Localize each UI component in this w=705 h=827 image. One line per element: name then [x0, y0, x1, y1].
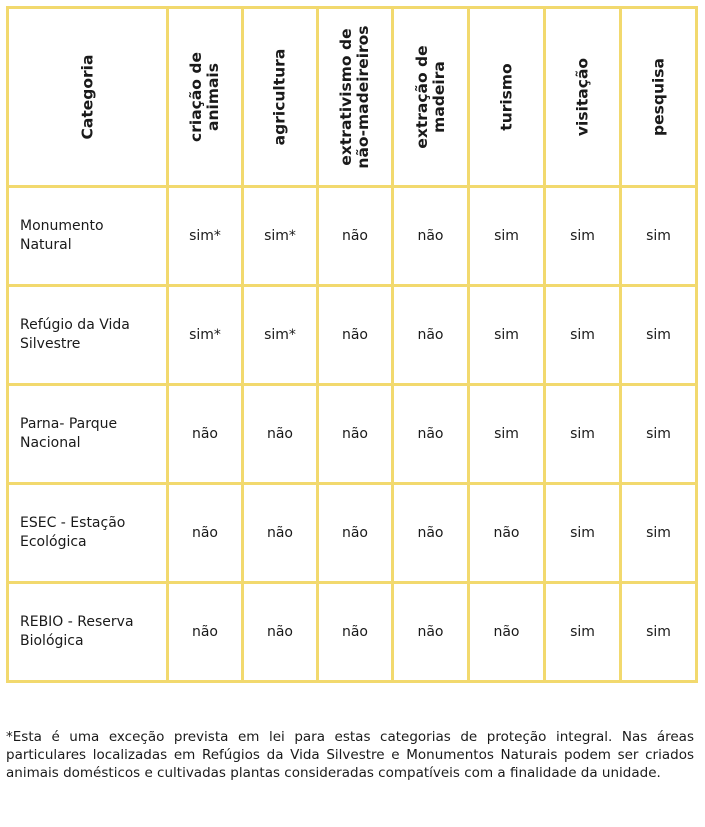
header-label: visitação [573, 57, 591, 137]
header-label: extrativismo de não-madeireiros [337, 25, 372, 169]
category-label: Monumento Natural [20, 218, 104, 253]
header-row [8, 8, 697, 187]
value-cell: sim [469, 385, 545, 484]
value-cell: sim [545, 385, 621, 484]
table-row [8, 187, 697, 286]
header-label: turismo [497, 63, 515, 131]
header-label-category: Categoria [78, 54, 96, 140]
category-cell [8, 484, 168, 583]
value-cell: sim [469, 286, 545, 385]
value-cell: não [168, 484, 243, 583]
header-label: agricultura [270, 48, 289, 146]
header-cell [393, 8, 469, 187]
header-cell [621, 8, 697, 187]
footnote: *Esta é uma exceção prevista em lei para estas categorias de proteção integral. Nas áreas particulares localizadas em Refúgios da Vida Silvestre e Monumentos Naturais podem ser criados animais domésticos e cultivadas plantas consideradas compatíveis com a finalidade da unidade. [6, 729, 694, 781]
value-cell: não [168, 583, 243, 682]
category-cell [8, 583, 168, 682]
value-cell: não [243, 583, 318, 682]
value-cell: não [318, 484, 393, 583]
value-cell: sim* [243, 286, 318, 385]
value-cell: não [168, 385, 243, 484]
category-label: Parna- Parque Nacional [20, 416, 118, 451]
value-cell: não [243, 484, 318, 583]
value-cell: sim [621, 286, 697, 385]
header-label: extração de madeira [412, 45, 448, 149]
value-cell: sim* [168, 187, 243, 286]
table-row [8, 286, 697, 385]
value-cell: sim* [168, 286, 243, 385]
header-label: criação de animais [187, 52, 222, 142]
category-label: ESEC - Estação Ecológica [20, 515, 126, 550]
category-label: Refúgio da Vida Silvestre [20, 317, 130, 352]
value-cell: sim [545, 583, 621, 682]
value-cell: não [393, 385, 469, 484]
value-cell: não [393, 583, 469, 682]
header-cell [469, 8, 545, 187]
header-label: pesquisa [649, 58, 667, 136]
value-cell: não [469, 583, 545, 682]
table-row [8, 484, 697, 583]
value-cell: não [318, 286, 393, 385]
category-cell [8, 187, 168, 286]
header-cell [168, 8, 243, 187]
value-cell: não [318, 187, 393, 286]
value-cell: não [469, 484, 545, 583]
category-cell [8, 286, 168, 385]
header-cell [318, 8, 393, 187]
value-cell: sim [545, 484, 621, 583]
header-cell [243, 8, 318, 187]
value-cell: sim [545, 187, 621, 286]
table-row [8, 385, 697, 484]
table-row [8, 583, 697, 682]
value-cell: não [393, 286, 469, 385]
category-label: REBIO - Reserva Biológica [20, 614, 134, 649]
value-cell: não [393, 187, 469, 286]
value-cell: sim [621, 583, 697, 682]
value-cell: sim [621, 385, 697, 484]
value-cell: não [243, 385, 318, 484]
value-cell: não [318, 583, 393, 682]
categories-table [6, 6, 698, 683]
value-cell: sim [621, 484, 697, 583]
value-cell: sim [545, 286, 621, 385]
header-cell [545, 8, 621, 187]
header-cell-category [8, 8, 168, 187]
value-cell: não [318, 385, 393, 484]
value-cell: sim* [243, 187, 318, 286]
value-cell: sim [469, 187, 545, 286]
category-cell [8, 385, 168, 484]
value-cell: sim [621, 187, 697, 286]
value-cell: não [393, 484, 469, 583]
